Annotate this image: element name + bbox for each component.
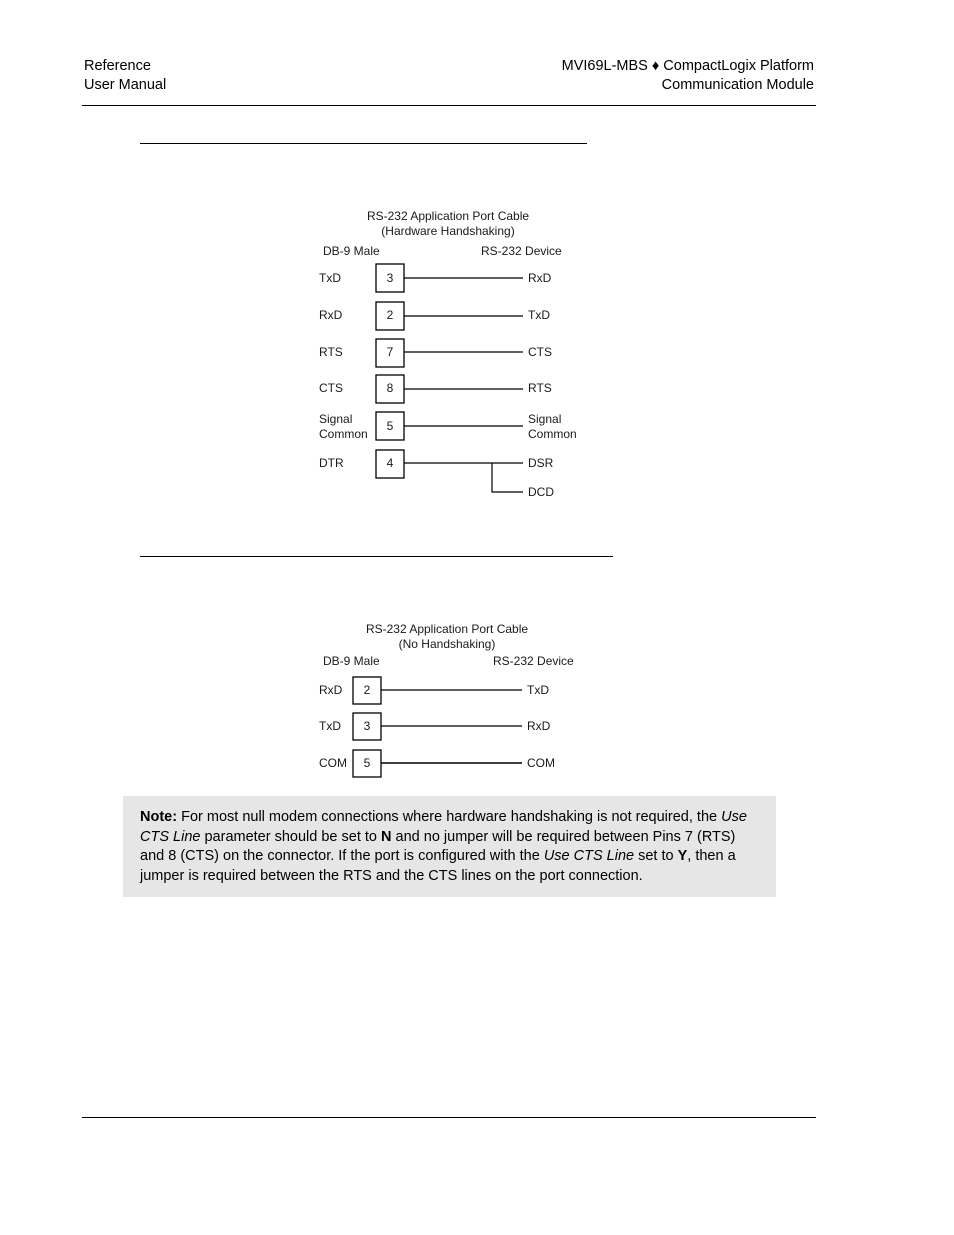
diagram1-title-line2: (Hardware Handshaking) (381, 224, 515, 238)
diagram2-pin-number: 3 (363, 719, 371, 733)
note-text-part: set to (634, 848, 678, 865)
header-right-line1: MVI69L-MBS ♦ CompactLogix Platform (561, 58, 814, 74)
diagram1-right-label: RTS (528, 381, 552, 395)
diagram1-left-label: Signal (319, 412, 353, 426)
note-text-part: parameter should be set to (200, 828, 382, 845)
diagram1-right-label: TxD (528, 308, 550, 322)
note-text (140, 808, 760, 887)
header-right-line2: Communication Module (661, 77, 814, 93)
diagram2-right-label: TxD (527, 683, 549, 697)
diagram1-title-line1: RS-232 Application Port Cable (366, 209, 530, 223)
diagram2-right-label: COM (527, 756, 555, 770)
diagram-no-handshaking (319, 622, 574, 777)
note-text-part: , then a jumper is required between the RTS and the CTS lines on the port connection. (140, 848, 736, 885)
diagram1-pin-number: 5 (386, 419, 394, 433)
header-left-line1: Reference (84, 58, 151, 74)
diagram2-pin-number: 2 (363, 683, 371, 697)
diagram-hardware-handshaking (319, 209, 577, 499)
diagram1-left-label: CTS (319, 381, 343, 395)
diagram2-left-label: COM (319, 756, 347, 770)
diagram1-branch-label: DCD (528, 485, 554, 499)
footer-rule (82, 1117, 816, 1118)
diagram1-pin-number: 7 (386, 345, 394, 359)
diagram2-title-line2: (No Handshaking) (398, 637, 496, 651)
note-value: N (381, 828, 392, 845)
diagram1-left-header: DB-9 Male (323, 244, 380, 258)
note-label: Note: (140, 809, 178, 825)
diagram1-left-label: TxD (319, 271, 341, 285)
diagram1-left-label: Common (319, 427, 368, 441)
note-value: Y (677, 848, 688, 865)
note-param-name: Use CTS Line (543, 848, 635, 865)
diagram1-pin-number: 4 (386, 456, 394, 470)
diagram2-title-line1: RS-232 Application Port Cable (365, 622, 529, 636)
diagram1-right-label: RxD (528, 271, 552, 285)
note-text-part: and no jumper will be required between Pins 7 (RTS) and 8 (CTS) on the connector. If the port is configured with the (140, 828, 736, 865)
diagram1-left-label: RTS (319, 345, 343, 359)
diagram1-branch-wire (492, 463, 523, 492)
note-param-name: Use CTS Line (140, 809, 747, 845)
diagram2-pin-number: 5 (363, 756, 371, 770)
diagram1-right-label: CTS (528, 345, 552, 359)
note-text-part: For most null modem connections where hardware handshaking is not required, the (177, 809, 722, 825)
diagram1-left-label: RxD (319, 308, 343, 322)
diagram1-right-label: Signal (528, 412, 562, 426)
diagram1-right-header: RS-232 Device (481, 244, 562, 258)
diagram2-left-label: TxD (319, 719, 341, 733)
diagram1-pin-number: 3 (386, 271, 394, 285)
header-left-line2: User Manual (84, 77, 167, 93)
diagram1-right-label: Common (528, 427, 577, 441)
diagram1-pin-number: 2 (386, 308, 394, 322)
diagram1-right-label: DSR (528, 456, 554, 470)
diagram2-right-label: RxD (527, 719, 551, 733)
diagram2-right-header: RS-232 Device (493, 654, 574, 668)
diagram1-pin-number: 8 (386, 381, 394, 395)
diagram2-left-label: RxD (319, 683, 343, 697)
note-box (123, 796, 776, 897)
diagram2-left-header: DB-9 Male (323, 654, 380, 668)
diagram1-left-label: DTR (319, 456, 344, 470)
